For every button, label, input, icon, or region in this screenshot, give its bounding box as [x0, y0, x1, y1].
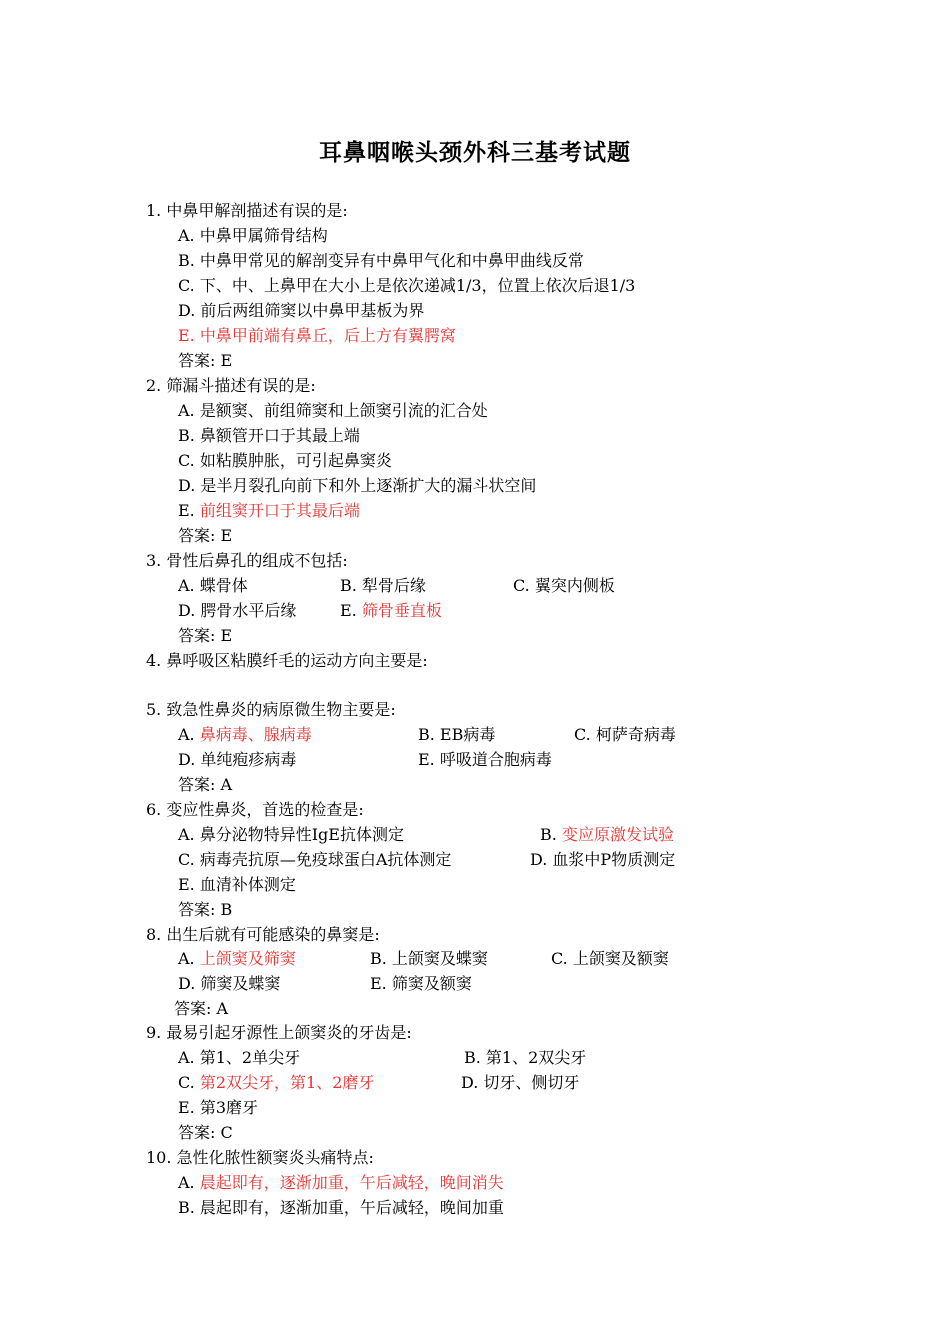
question-3-option-b: B. 犁骨后缘 [340, 576, 426, 595]
question-2-option-a: A. 是额窦、前组筛窦和上颌窦引流的汇合处 [178, 401, 488, 420]
question-1-option-a: A. 中鼻甲属筛骨结构 [178, 226, 328, 245]
question-5-option-c: C. 柯萨奇病毒 [574, 725, 676, 744]
question-1-option-d: D. 前后两组筛窦以中鼻甲基板为界 [178, 301, 425, 320]
question-8-option-e: E. 筛窦及额窦 [370, 974, 472, 993]
question-3-option-d: D. 腭骨水平后缘 [178, 601, 297, 620]
question-8-option-c: C. 上颌窦及额窦 [551, 949, 669, 968]
question-10-option-a-text-correct: 晨起即有，逐渐加重，午后减轻，晚间消失 [199, 1173, 504, 1192]
question-9-option-c-text-correct: 第2双尖牙，第1、2磨牙 [199, 1073, 375, 1092]
question-9-stem: 9. 最易引起牙源性上颌窦炎的牙齿是: [146, 1023, 412, 1042]
question-2-option-d: D. 是半月裂孔向前下和外上逐渐扩大的漏斗状空间 [178, 476, 537, 495]
question-2-option-e-letter: E. [178, 501, 195, 520]
question-8-answer: 答案: A [174, 999, 229, 1018]
question-9-option-c [178, 1072, 374, 1094]
question-5-option-e: E. 呼吸道合胞病毒 [418, 750, 552, 769]
question-3-option-e-text-correct: 筛骨垂直板 [361, 601, 442, 620]
question-1-answer: 答案: E [178, 351, 233, 370]
question-10-option-b: B. 晨起即有，逐渐加重，午后减轻，晚间加重 [178, 1198, 504, 1217]
question-9-option-c-letter: C. [178, 1073, 195, 1092]
question-6-option-b [540, 824, 674, 846]
question-5-option-a-letter: A. [178, 725, 195, 744]
question-8-option-a-letter: A. [178, 949, 195, 968]
question-10-option-a [178, 1172, 504, 1194]
question-9-option-b: B. 第1、2双尖牙 [464, 1048, 587, 1067]
document-title: 耳鼻咽喉头颈外科三基考试题 [319, 140, 631, 166]
question-3-answer: 答案: E [178, 626, 233, 645]
question-3-stem: 3. 骨性后鼻孔的组成不包括: [146, 551, 348, 570]
question-1-option-e-correct: E. 中鼻甲前端有鼻丘，后上方有翼腭窝 [178, 326, 456, 345]
question-1-stem: 1. 中鼻甲解剖描述有误的是: [146, 201, 348, 220]
question-9-option-a: A. 第1、2单尖牙 [178, 1048, 301, 1067]
question-6-option-d: D. 血浆中P物质测定 [530, 850, 676, 869]
question-5-answer: 答案: A [178, 775, 233, 794]
question-3-option-a: A. 蝶骨体 [178, 576, 248, 595]
question-9-option-d: D. 切牙、侧切牙 [461, 1073, 580, 1092]
question-10-stem: 10. 急性化脓性额窦炎头痛特点: [146, 1148, 374, 1167]
question-2-option-b: B. 鼻额管开口于其最上端 [178, 426, 360, 445]
question-1-option-b: B. 中鼻甲常见的解剖变异有中鼻甲气化和中鼻甲曲线反常 [178, 251, 584, 270]
question-2-option-e-text-correct: 前组窦开口于其最后端 [199, 501, 360, 520]
question-6-option-e: E. 血清补体测定 [178, 875, 296, 894]
question-8-stem: 8. 出生后就有可能感染的鼻窦是: [146, 925, 380, 944]
question-6-answer: 答案: B [178, 900, 233, 919]
question-5-stem: 5. 致急性鼻炎的病原微生物主要是: [146, 700, 396, 719]
question-10-option-a-letter: A. [178, 1173, 195, 1192]
question-1-option-c: C. 下、中、上鼻甲在大小上是依次递减1/3，位置上依次后退1/3 [178, 276, 636, 295]
question-8-option-a-text-correct: 上颌窦及筛窦 [199, 949, 296, 968]
question-5-option-a [178, 724, 312, 746]
question-9-option-e: E. 第3磨牙 [178, 1098, 259, 1117]
question-4-stem: 4. 鼻呼吸区粘膜纤毛的运动方向主要是: [146, 651, 428, 670]
question-8-option-a [178, 948, 296, 970]
question-2-stem: 2. 筛漏斗描述有误的是: [146, 376, 316, 395]
question-6-stem: 6. 变应性鼻炎，首选的检查是: [146, 800, 364, 819]
question-5-option-d: D. 单纯疱疹病毒 [178, 750, 297, 769]
question-3-option-e-letter: E. [340, 601, 357, 620]
question-8-option-b: B. 上颌窦及蝶窦 [370, 949, 488, 968]
question-6-option-b-letter: B. [540, 825, 557, 844]
question-2-option-c: C. 如粘膜肿胀，可引起鼻窦炎 [178, 451, 392, 470]
question-6-option-b-text-correct: 变应原激发试验 [561, 825, 674, 844]
question-5-option-a-text-correct: 鼻病毒、腺病毒 [199, 725, 312, 744]
question-9-answer: 答案: C [178, 1123, 233, 1142]
question-2-answer: 答案: E [178, 526, 233, 545]
question-6-option-a: A. 鼻分泌物特异性IgE抗体测定 [178, 825, 404, 844]
question-5-option-b: B. EB病毒 [418, 725, 496, 744]
question-2-option-e [178, 500, 360, 522]
question-6-option-c: C. 病毒壳抗原—免疫球蛋白A抗体测定 [178, 850, 452, 869]
question-8-option-d: D. 筛窦及蝶窦 [178, 974, 281, 993]
question-3-option-c: C. 翼突内侧板 [513, 576, 615, 595]
question-3-option-e [340, 600, 442, 622]
